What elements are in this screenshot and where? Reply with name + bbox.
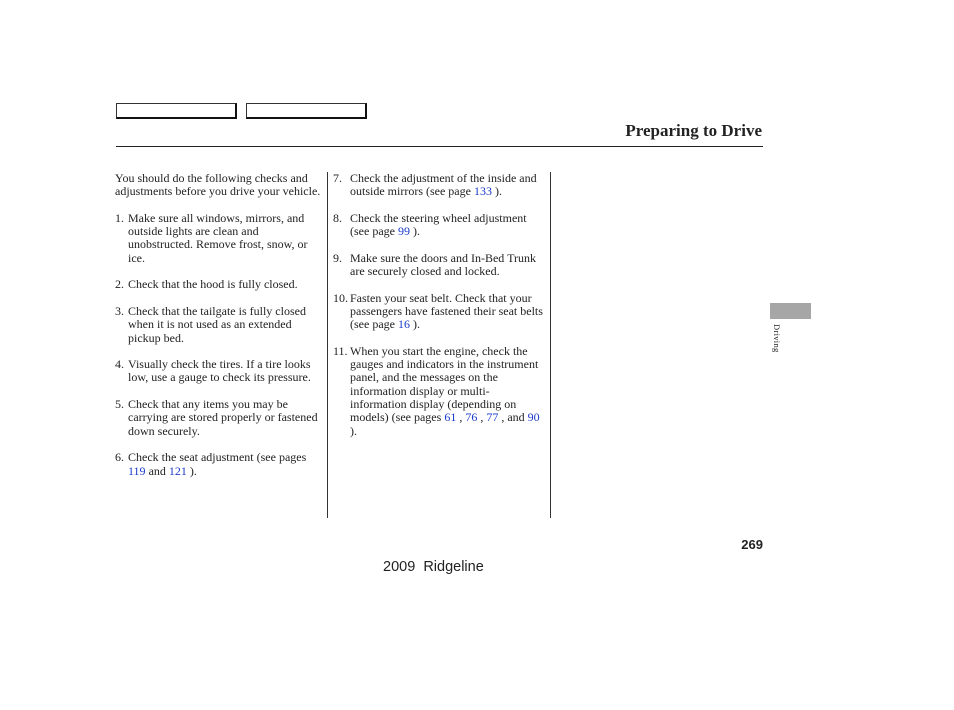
title-divider bbox=[116, 146, 763, 147]
item-text: When you start the engine, check the gauges and indicators in the instrument panel, and the messages on the information display or multi-information display (depending on models) (see pages bbox=[350, 343, 539, 425]
item-text: Check that any items you may be carrying are stored properly or fastened down securely. bbox=[128, 397, 318, 438]
page-link-77[interactable]: 77 bbox=[486, 410, 499, 425]
item-number: 5. bbox=[115, 397, 124, 412]
item-number: 7. bbox=[333, 171, 342, 185]
page-link-76[interactable]: 76 bbox=[465, 410, 478, 425]
page-link-90[interactable]: 90 bbox=[527, 410, 540, 425]
item-text: Check the steering wheel adjustment (see page bbox=[350, 210, 527, 239]
page-link-119[interactable]: 119 bbox=[128, 463, 146, 478]
section-tab[interactable] bbox=[770, 303, 811, 319]
item-number: 1. bbox=[115, 210, 124, 225]
item-number: 3. bbox=[115, 303, 124, 318]
item-text: Make sure all windows, mirrors, and outside lights are clean and unobstructed. Remove frost, snow, or ice. bbox=[128, 210, 308, 265]
item-text: Check that the hood is fully closed. bbox=[128, 277, 298, 292]
check-item-5 bbox=[115, 398, 325, 438]
item-text: Check the adjustment of the inside and outside mirrors (see page bbox=[350, 171, 537, 199]
page-link-16[interactable]: 16 bbox=[397, 317, 410, 332]
check-item-6 bbox=[115, 451, 325, 478]
item-text: ). bbox=[409, 224, 420, 239]
nav-button-next[interactable] bbox=[246, 103, 367, 119]
footer-model: 2009 Ridgeline bbox=[383, 559, 484, 575]
column-divider-1 bbox=[327, 172, 328, 518]
item-text: , bbox=[456, 410, 466, 425]
column-divider-2 bbox=[550, 172, 551, 518]
item-number: 10. bbox=[333, 290, 348, 305]
check-item-11 bbox=[333, 345, 545, 438]
page-title: Preparing to Drive bbox=[625, 121, 762, 140]
middle-column bbox=[333, 172, 545, 451]
item-text: , bbox=[477, 410, 487, 425]
item-number: 8. bbox=[333, 210, 342, 225]
item-number: 9. bbox=[333, 250, 342, 265]
section-tab-label: Driving bbox=[772, 324, 782, 353]
check-item-1 bbox=[115, 212, 325, 265]
item-text: and bbox=[145, 463, 169, 478]
item-text: Check the seat adjustment (see pages bbox=[128, 450, 307, 465]
check-item-4 bbox=[115, 358, 325, 385]
check-item-7 bbox=[333, 172, 545, 199]
item-text: Make sure the doors and In-Bed Trunk are securely closed and locked. bbox=[350, 250, 536, 279]
item-text: ). bbox=[491, 184, 502, 199]
check-item-9 bbox=[333, 252, 545, 279]
item-text: Fasten your seat belt. Check that your passengers have fastened their seat belts (see page bbox=[350, 290, 543, 332]
item-text: ). bbox=[350, 423, 357, 438]
page-link-121[interactable]: 121 bbox=[168, 463, 187, 478]
left-column bbox=[115, 172, 325, 491]
nav-button-previous[interactable] bbox=[116, 103, 237, 119]
intro-paragraph: You should do the following checks and adjustments before you drive your vehicle. bbox=[115, 171, 321, 199]
item-number: 6. bbox=[115, 450, 124, 465]
check-item-10 bbox=[333, 292, 545, 332]
check-item-8 bbox=[333, 212, 545, 239]
item-number: 2. bbox=[115, 277, 124, 292]
item-text: ). bbox=[409, 317, 420, 332]
item-number: 11. bbox=[333, 343, 348, 358]
item-text: ). bbox=[186, 463, 197, 478]
page-link-99[interactable]: 99 bbox=[397, 224, 410, 239]
item-text: Visually check the tires. If a tire looks low, use a gauge to check its pressure. bbox=[128, 357, 311, 385]
check-item-2 bbox=[115, 278, 325, 291]
item-number: 4. bbox=[115, 357, 124, 372]
check-item-3 bbox=[115, 305, 325, 345]
item-text: , and bbox=[498, 410, 528, 425]
page-link-61[interactable]: 61 bbox=[444, 410, 457, 425]
item-text: Check that the tailgate is fully closed when it is not used as an extended pickup bed. bbox=[128, 303, 306, 345]
page-link-133[interactable]: 133 bbox=[473, 184, 492, 199]
page-number: 269 bbox=[741, 537, 763, 552]
